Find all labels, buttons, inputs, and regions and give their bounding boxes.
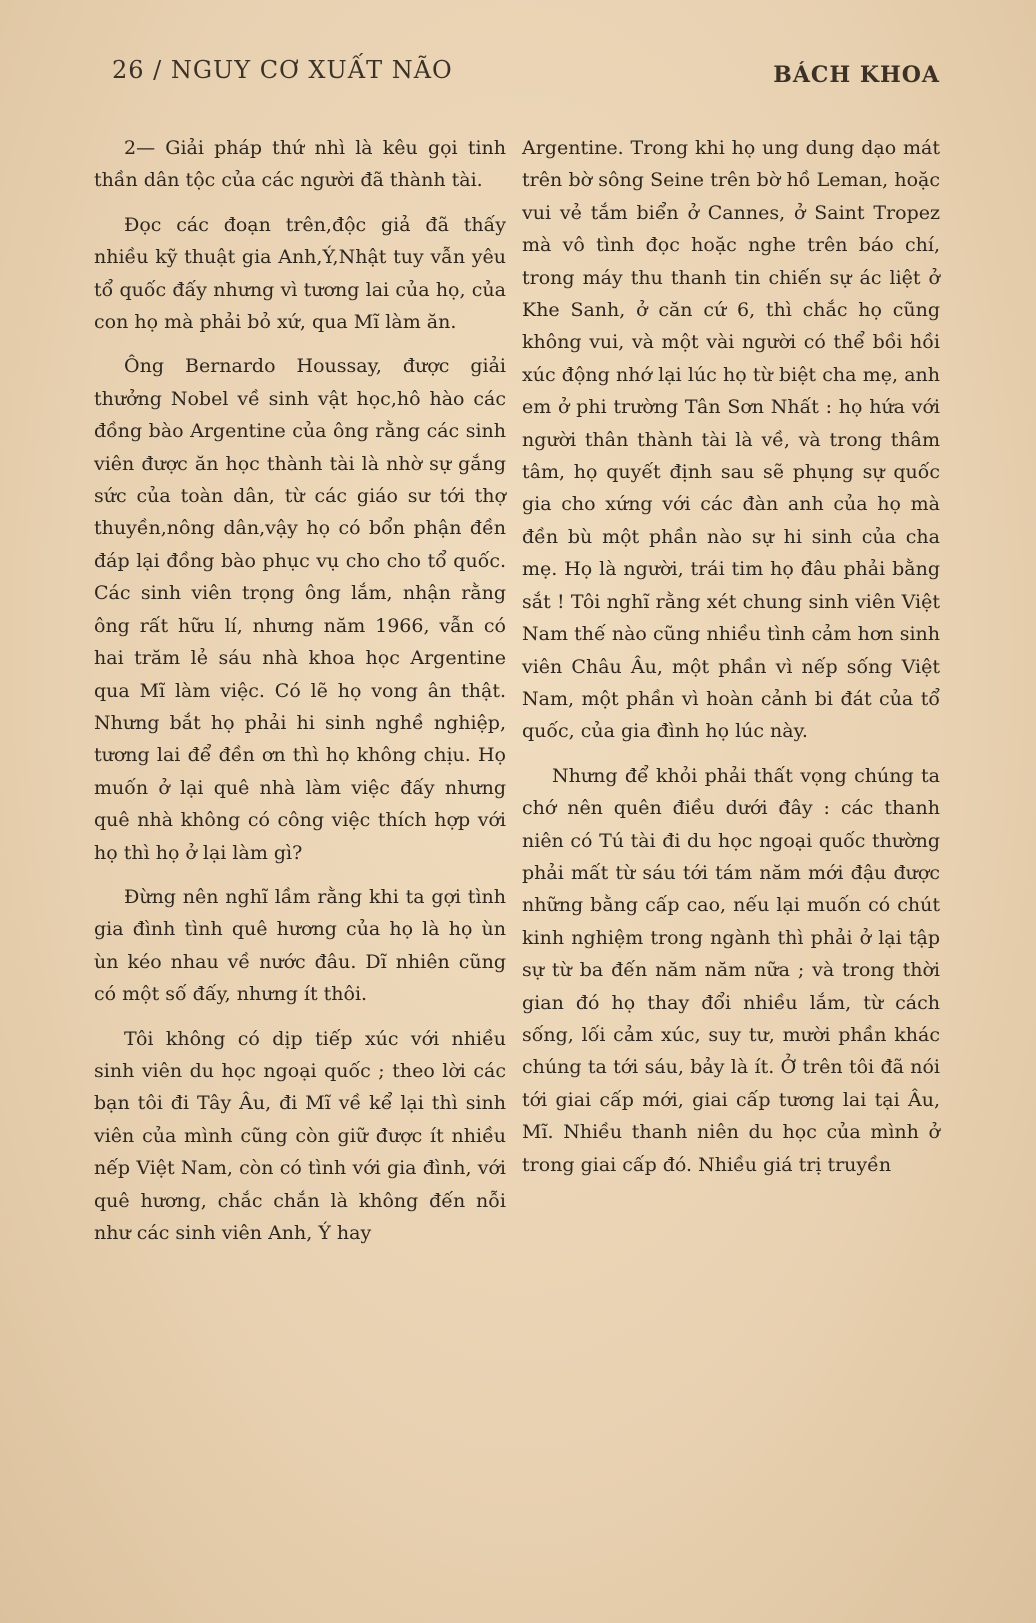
page-number-and-title: 26 / NGUY CƠ XUẤT NÃO (112, 56, 453, 84)
paragraph-continued: Argentine. Trong khi họ ung dung dạo mát trên bờ sông Seine trên bờ hồ Leman, hoặc vui vẻ tắm biển ở Cannes, ở Saint Tropez mà vô tình đọc hoặc nghe trên báo chí, trong máy thu thanh tin chiến sự ác liệt ở Khe Sanh, ở căn cứ 6, thì chắc họ cũng không vui, và một vài người có thể bồi hồi xúc động nhớ lại lúc họ từ biệt cha mẹ, anh em ở phi trường Tân Sơn Nhất : họ hứa với người thân thành tài là về, và trong thâm tâm, họ quyết định sau sẽ phụng sự quốc gia cho xứng với các đàn anh của họ mà đền bù một phần nào sự hi sinh của cha mẹ. Họ là người, trái tim họ đâu phải bằng sắt ! Tôi nghĩ rằng xét chung sinh viên Việt Nam thế nào cũng nhiều tình cảm hơn sinh viên Châu Âu, một phần vì nếp sống Việt Nam, một phần vì hoàn cảnh bi đát của tổ quốc, của gia đình họ lúc này. (522, 137, 940, 743)
paragraph: Ông Bernardo Houssay, được giải thưởng Nobel về sinh vật học,hô hào các đồng bào Argentine của ông rằng các sinh viên được ăn học thành tài là nhờ sự gắng sức của toàn dân, từ các giáo sư tới thợ thuyền,nông dân,vậy họ có bổn phận đền đáp lại đồng bào phục vụ cho cho tổ quốc. Các sinh viên trọng ông lắm, nhận rằng ông rất hữu lí, nhưng năm 1966, vẫn có hai trăm lẻ sáu nhà khoa học Argentine qua Mĩ làm việc. Có lẽ họ vong ân thật. Nhưng bắt họ phải hi sinh nghề nghiệp, tương lai để đền ơn thì họ không chịu. Họ muốn ở lại quê nhà làm việc đấy nhưng quê nhà không có công việc thích hợp với họ thì họ ở lại làm gì? (94, 355, 506, 864)
paragraph: Đọc các đoạn trên,độc giả đã thấy nhiều kỹ thuật gia Anh,Ý,Nhật tuy vẫn yêu tổ quốc đấy nhưng vì tương lai của họ, của con họ mà phải bỏ xứ, qua Mĩ làm ăn. (94, 213, 506, 334)
right-column (522, 132, 940, 1181)
paragraph: 2— Giải pháp thứ nhì là kêu gọi tinh thần dân tộc của các người đã thành tài. (94, 137, 506, 192)
paragraph: Nhưng để khỏi phải thất vọng chúng ta chớ nên quên điều dưới đây : các thanh niên có Tú tài đi du học ngoại quốc thường phải mất từ sáu tới tám năm mới đậu được những bằng cấp cao, nếu lại muốn có chút kinh nghiệm trong ngành thì phải ở lại tập sự từ ba đến năm năm nữa ; và trong thời gian đó họ thay đổi nhiều lắm, từ cách sống, lối cảm xúc, suy tư, mười phần khác chúng ta tới sáu, bảy là ít. Ở trên tôi đã nói tới giai cấp mới, giai cấp tương lai tại Âu, Mĩ. Nhiều thanh niên du học của mình ở trong giai cấp đó. Nhiều giá trị truyền (522, 764, 940, 1176)
magazine-name: BÁCH KHOA (773, 62, 940, 88)
left-column (94, 132, 506, 1249)
page-header (112, 50, 940, 94)
paragraph: Tôi không có dịp tiếp xúc với nhiều sinh viên du học ngoại quốc ; theo lời các bạn tôi đi Tây Âu, đi Mĩ về kể lại thì sinh viên của mình cũng còn giữ được ít nhiều nếp Việt Nam, còn có tình với gia đình, với quê hương, chắc chắn là không đến nỗi như các sinh viên Anh, Ý hay (94, 1027, 506, 1244)
paragraph: Đừng nên nghĩ lầm rằng khi ta gợi tình gia đình tình quê hương của họ là họ ùn ùn kéo nhau về nước đâu. Dĩ nhiên cũng có một số đấy, nhưng ít thôi. (94, 885, 506, 1006)
